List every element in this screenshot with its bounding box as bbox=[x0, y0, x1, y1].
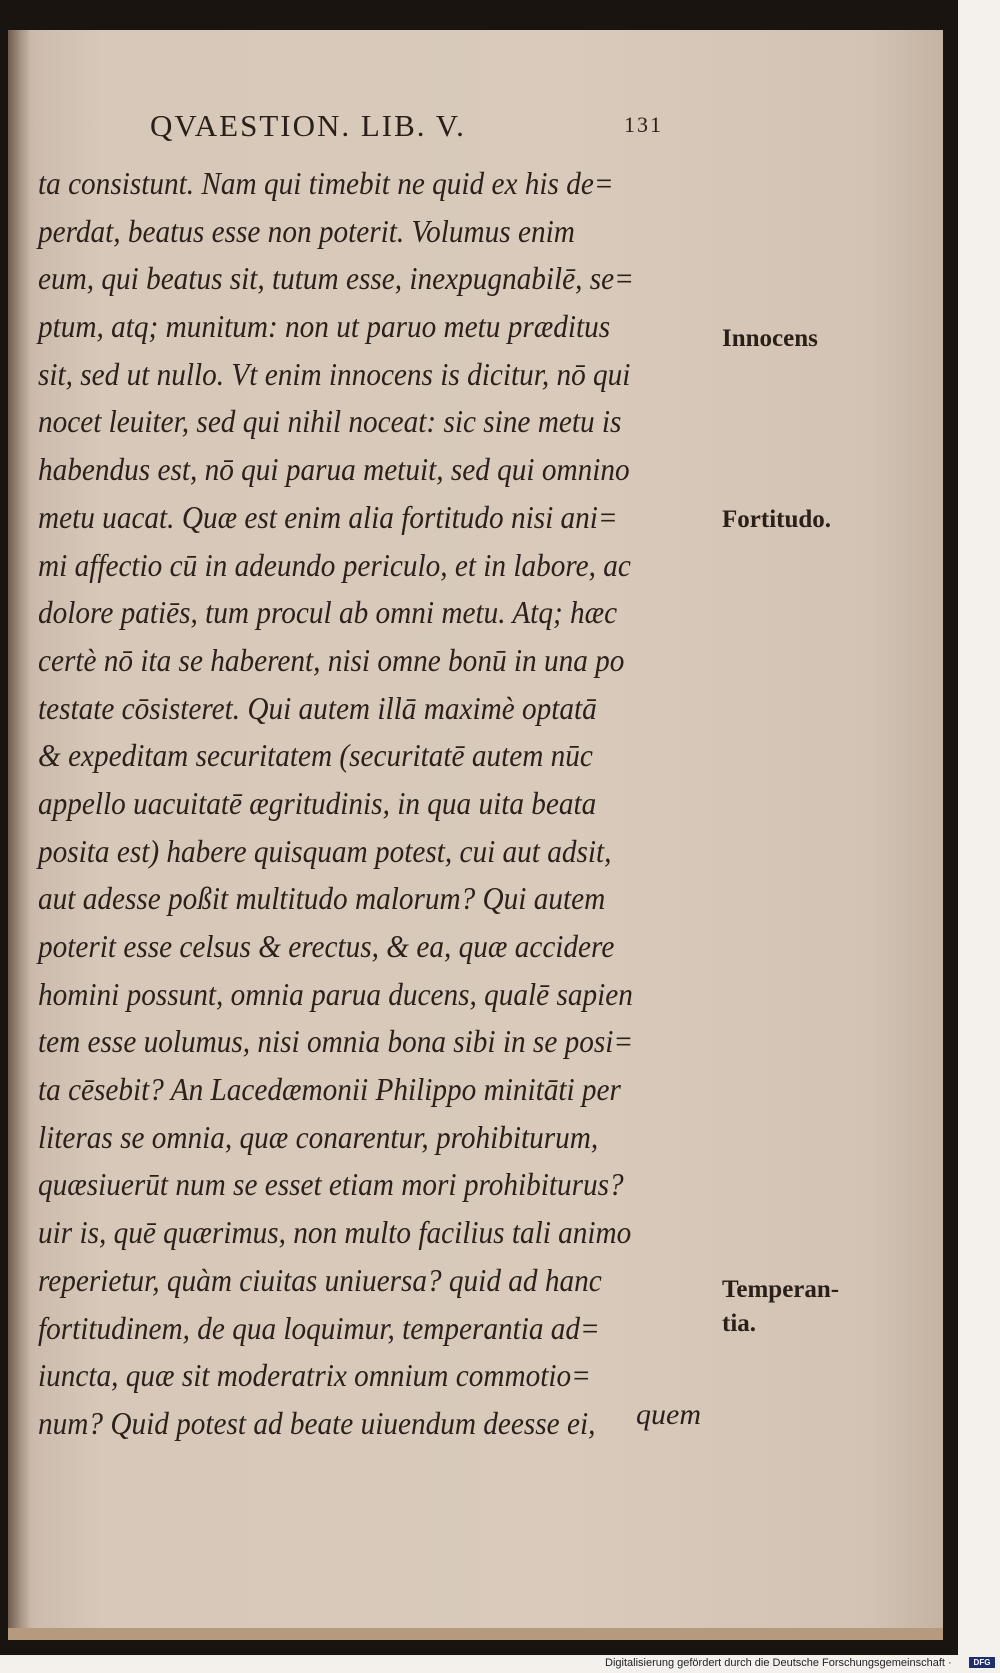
catchword: quem bbox=[636, 1398, 701, 1431]
text-line: poterit esse celsus & erectus, & ea, quæ accidere bbox=[38, 928, 615, 964]
text-line: mi affectio cū in adeundo periculo, et in labore, ac bbox=[38, 546, 631, 583]
text-line: perdat, beatus esse non poterit. Volumus enim bbox=[38, 212, 575, 249]
text-line: habendus est, nō qui parua metuit, sed qui omnino bbox=[38, 451, 630, 488]
text-line: dolore patiēs, tum procul ab omni metu. Atq; hæc bbox=[38, 594, 618, 631]
text-line: fortitudinem, de qua loquimur, temperantia ad= bbox=[38, 1309, 600, 1346]
text-line: metu uacat. Quæ est enim alia fortitudo nisi ani= bbox=[38, 498, 618, 535]
folio-number: 131 bbox=[624, 112, 663, 137]
text-line: ta cēsebit? An Lacedæmonii Philippo minitāti per bbox=[38, 1071, 621, 1108]
text-line: certè nō ita se haberent, nisi omne bonū in una po bbox=[38, 641, 625, 678]
digitization-credit: Digitalisierung gefördert durch die Deutsche Forschungsgemeinschaft · bbox=[605, 1657, 952, 1669]
text-line: uir is, quē quærimus, non multo facilius tali animo bbox=[38, 1214, 632, 1251]
text-line: aut adesse poßit multitudo malorum? Qui autem bbox=[38, 880, 606, 917]
dfg-logo: DFG bbox=[969, 1657, 995, 1668]
text-line: sit, sed ut nullo. Vt enim innocens is dicitur, nō qui bbox=[38, 355, 631, 392]
text-line: literas se omnia, quæ conarentur, prohibiturum, bbox=[38, 1118, 599, 1155]
page-bottom-edge bbox=[8, 1628, 943, 1640]
text-line: appello uacuitatē ægritudinis, in qua uita beata bbox=[38, 784, 597, 821]
text-line: reperietur, quàm ciuitas uniuersa? quid ad hanc bbox=[38, 1261, 602, 1298]
text-line: & expeditam securitatem (securitatē autem nūc bbox=[38, 737, 593, 774]
text-line: num? Quid potest ad beate uiuendum deesse ei, bbox=[38, 1404, 596, 1441]
text-line: ta consistunt. Nam qui timebit ne quid ex his de= bbox=[38, 165, 614, 201]
text-line: posita est) habere quisquam potest, cui aut adsit, bbox=[38, 832, 612, 869]
text-line: quæsiuerūt num se esset etiam mori prohibiturus? bbox=[38, 1166, 624, 1203]
text-line: tem esse uolumus, nisi omnia bona sibi in se posi= bbox=[38, 1023, 634, 1060]
marginal-note-innocens: Innocens bbox=[722, 325, 818, 352]
text-line: iuncta, quæ sit moderatrix omnium commotio= bbox=[38, 1357, 591, 1394]
marginal-note-temperantia-2: tia. bbox=[722, 1310, 757, 1337]
text-line: homini possunt, omnia parua ducens, qualē sapien bbox=[38, 975, 633, 1012]
text-line: nocet leuiter, sed qui nihil noceat: sic sine metu is bbox=[38, 403, 622, 440]
marginal-note-fortitudo: Fortitudo. bbox=[722, 506, 832, 533]
running-header bbox=[150, 108, 710, 154]
text-line: eum, qui beatus sit, tutum esse, inexpugnabilē, se= bbox=[38, 260, 634, 297]
marginal-note-temperantia-1: Temperan- bbox=[722, 1276, 840, 1303]
text-line: testate cōsisteret. Qui autem illā maximè optatā bbox=[38, 689, 597, 726]
text-line: ptum, atq; munitum: non ut paruo metu præditus bbox=[38, 308, 611, 345]
page-gutter bbox=[8, 30, 30, 1640]
body-text bbox=[38, 160, 738, 1448]
running-title: QVAESTION. LIB. V. bbox=[150, 108, 466, 143]
